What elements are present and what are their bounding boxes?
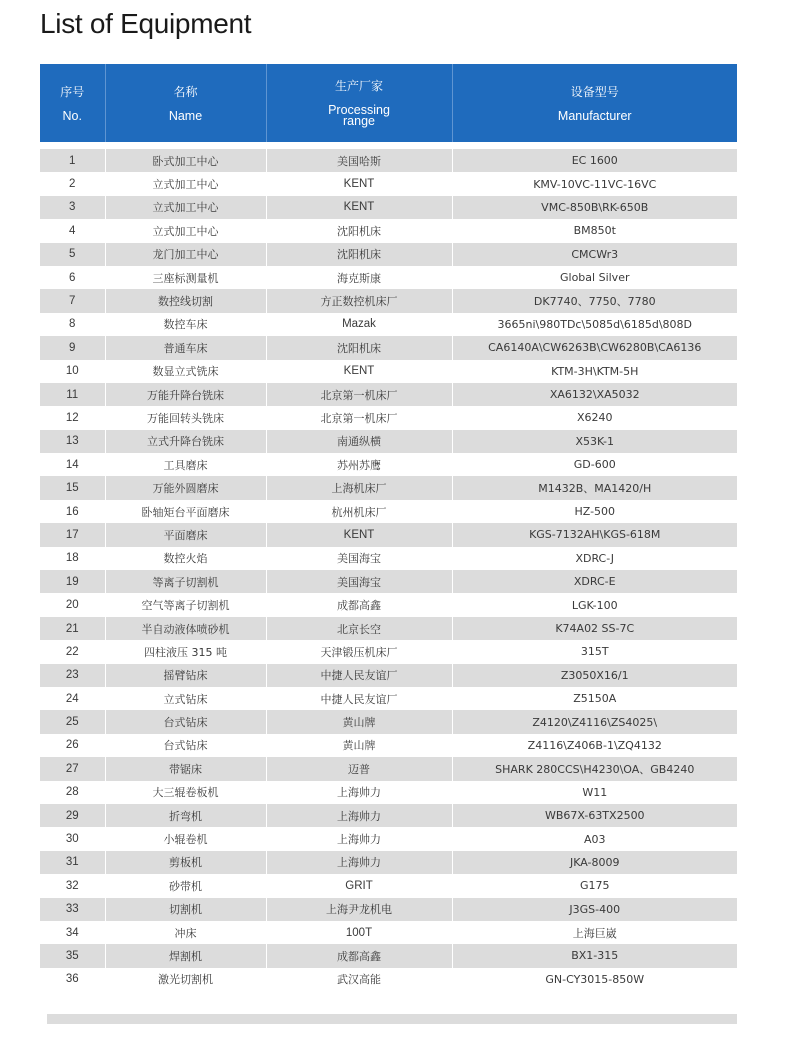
model-cell: SHARK 280CCS\H4230\OA、GB4240	[452, 757, 737, 780]
name-cell: 卧式加工中心	[105, 149, 266, 172]
table-row	[40, 406, 737, 429]
header-row	[40, 64, 737, 142]
no-cell: 4	[40, 219, 105, 242]
no-cell: 14	[40, 453, 105, 476]
page-title: List of Equipment	[40, 8, 252, 39]
model-cell: 上海巨崴	[452, 921, 737, 944]
no-cell: 20	[40, 593, 105, 616]
no-cell: 18	[40, 547, 105, 570]
name-cell: 万能升降台铣床	[105, 383, 266, 406]
maker-cell: Mazak	[266, 313, 452, 336]
header-name	[105, 64, 266, 142]
maker-cell: 美国海宝	[266, 547, 452, 570]
name-cell: 台式钻床	[105, 710, 266, 733]
no-cell: 17	[40, 523, 105, 546]
no-cell: 8	[40, 313, 105, 336]
maker-cell: 黄山牌	[266, 734, 452, 757]
name-cell: 立式加工中心	[105, 196, 266, 219]
no-cell: 11	[40, 383, 105, 406]
table-row	[40, 453, 737, 476]
table-row	[40, 898, 737, 921]
name-cell: 半自动液体喷砂机	[105, 617, 266, 640]
table-header	[40, 64, 737, 142]
table-row	[40, 944, 737, 967]
maker-cell: 迈普	[266, 757, 452, 780]
model-cell: X6240	[452, 406, 737, 429]
model-cell: HZ-500	[452, 500, 737, 523]
maker-cell: 上海帅力	[266, 781, 452, 804]
no-cell: 33	[40, 898, 105, 921]
equipment-table-container	[40, 64, 737, 991]
model-cell: Z3050X16/1	[452, 664, 737, 687]
name-cell: 立式钻床	[105, 687, 266, 710]
model-cell: GN-CY3015-850W	[452, 968, 737, 991]
model-cell: KMV-10VC-11VC-16VC	[452, 172, 737, 195]
table-row	[40, 640, 737, 663]
no-cell: 21	[40, 617, 105, 640]
model-cell: G175	[452, 874, 737, 897]
name-cell: 数控车床	[105, 313, 266, 336]
no-cell: 27	[40, 757, 105, 780]
table-row	[40, 757, 737, 780]
model-cell: XA6132\XA5032	[452, 383, 737, 406]
header-maker-en: Processing range	[328, 103, 390, 128]
table-row	[40, 266, 737, 289]
model-cell: M1432B、MA1420/H	[452, 476, 737, 499]
name-cell: 数控火焰	[105, 547, 266, 570]
model-cell: XDRC-E	[452, 570, 737, 593]
maker-cell: GRIT	[266, 874, 452, 897]
maker-cell: 沈阳机床	[266, 243, 452, 266]
spacer-cell	[40, 142, 737, 149]
table-row	[40, 593, 737, 616]
no-cell: 1	[40, 149, 105, 172]
no-cell: 3	[40, 196, 105, 219]
name-cell: 焊割机	[105, 944, 266, 967]
maker-cell: 北京第一机床厂	[266, 383, 452, 406]
no-cell: 34	[40, 921, 105, 944]
header-model-en: Manufacturer	[557, 108, 632, 123]
header-spacer	[40, 142, 737, 149]
name-cell: 切割机	[105, 898, 266, 921]
maker-cell: 上海尹龙机电	[266, 898, 452, 921]
model-cell: Global Silver	[452, 266, 737, 289]
header-name-zh: 名称	[173, 84, 198, 99]
name-cell: 万能外圆磨床	[105, 476, 266, 499]
name-cell: 立式加工中心	[105, 219, 266, 242]
maker-cell: 天津锻压机床厂	[266, 640, 452, 663]
model-cell: LGK-100	[452, 593, 737, 616]
model-cell: XDRC-J	[452, 547, 737, 570]
maker-cell: 北京长空	[266, 617, 452, 640]
maker-cell: 美国哈斯	[266, 149, 452, 172]
no-cell: 30	[40, 827, 105, 850]
table-row	[40, 687, 737, 710]
name-cell: 数控线切割	[105, 289, 266, 312]
maker-cell: 成都高鑫	[266, 593, 452, 616]
name-cell: 带锯床	[105, 757, 266, 780]
header-no-zh: 序号	[60, 84, 85, 99]
name-cell: 普通车床	[105, 336, 266, 359]
maker-cell: 海克斯康	[266, 266, 452, 289]
name-cell: 卧轴矩台平面磨床	[105, 500, 266, 523]
name-cell: 四柱液压 315 吨	[105, 640, 266, 663]
name-cell: 大三辊卷板机	[105, 781, 266, 804]
table-row	[40, 851, 737, 874]
name-cell: 剪板机	[105, 851, 266, 874]
table-row	[40, 523, 737, 546]
model-cell: BM850t	[452, 219, 737, 242]
no-cell: 19	[40, 570, 105, 593]
model-cell: EC 1600	[452, 149, 737, 172]
table-row	[40, 313, 737, 336]
table-row	[40, 383, 737, 406]
maker-cell: 武汉高能	[266, 968, 452, 991]
maker-cell: 杭州机床厂	[266, 500, 452, 523]
model-cell: KGS-7132AH\KGS-618M	[452, 523, 737, 546]
no-cell: 24	[40, 687, 105, 710]
name-cell: 立式升降台铣床	[105, 430, 266, 453]
maker-cell: 苏州苏鹰	[266, 453, 452, 476]
model-cell: WB67X-63TX2500	[452, 804, 737, 827]
model-cell: K74A02 SS-7C	[452, 617, 737, 640]
table-row	[40, 570, 737, 593]
equipment-table	[40, 64, 737, 991]
maker-cell: 上海帅力	[266, 804, 452, 827]
footer-bar	[47, 1014, 737, 1024]
table-row	[40, 196, 737, 219]
model-cell: JKA-8009	[452, 851, 737, 874]
table-row	[40, 476, 737, 499]
model-cell: 315T	[452, 640, 737, 663]
no-cell: 26	[40, 734, 105, 757]
maker-cell: KENT	[266, 172, 452, 195]
table-row	[40, 149, 737, 172]
header-maker	[266, 64, 452, 142]
maker-cell: 成都高鑫	[266, 944, 452, 967]
no-cell: 13	[40, 430, 105, 453]
name-cell: 冲床	[105, 921, 266, 944]
no-cell: 35	[40, 944, 105, 967]
no-cell: 5	[40, 243, 105, 266]
model-cell: DK7740、7750、7780	[452, 289, 737, 312]
model-cell: Z5150A	[452, 687, 737, 710]
model-cell: A03	[452, 827, 737, 850]
table-row	[40, 664, 737, 687]
maker-cell: 中捷人民友谊厂	[266, 687, 452, 710]
name-cell: 平面磨床	[105, 523, 266, 546]
maker-cell: 上海帅力	[266, 851, 452, 874]
name-cell: 三座标测量机	[105, 266, 266, 289]
table-body	[40, 142, 737, 991]
header-no-en: No.	[62, 108, 82, 123]
table-row	[40, 921, 737, 944]
no-cell: 16	[40, 500, 105, 523]
model-cell: Z4116\Z406B-1\ZQ4132	[452, 734, 737, 757]
model-cell: GD-600	[452, 453, 737, 476]
no-cell: 28	[40, 781, 105, 804]
name-cell: 台式钻床	[105, 734, 266, 757]
no-cell: 7	[40, 289, 105, 312]
table-row	[40, 360, 737, 383]
maker-cell: 南通纵横	[266, 430, 452, 453]
model-cell: 3665ni\980TDc\5085d\6185d\808D	[452, 313, 737, 336]
no-cell: 15	[40, 476, 105, 499]
model-cell: W11	[452, 781, 737, 804]
model-cell: CMCWr3	[452, 243, 737, 266]
name-cell: 摇臂钻床	[105, 664, 266, 687]
name-cell: 小辊卷机	[105, 827, 266, 850]
model-cell: VMC-850B\RK-650B	[452, 196, 737, 219]
table-row	[40, 289, 737, 312]
maker-cell: 北京第一机床厂	[266, 406, 452, 429]
model-cell: X53K-1	[452, 430, 737, 453]
no-cell: 6	[40, 266, 105, 289]
header-model-zh: 设备型号	[570, 84, 619, 99]
table-row	[40, 172, 737, 195]
table-row	[40, 781, 737, 804]
no-cell: 2	[40, 172, 105, 195]
name-cell: 立式加工中心	[105, 172, 266, 195]
model-cell: J3GS-400	[452, 898, 737, 921]
table-row	[40, 430, 737, 453]
no-cell: 23	[40, 664, 105, 687]
model-cell: BX1-315	[452, 944, 737, 967]
name-cell: 万能回转头铣床	[105, 406, 266, 429]
no-cell: 25	[40, 710, 105, 733]
no-cell: 12	[40, 406, 105, 429]
maker-cell: KENT	[266, 360, 452, 383]
maker-cell: 沈阳机床	[266, 336, 452, 359]
table-row	[40, 710, 737, 733]
table-row	[40, 874, 737, 897]
maker-cell: 黄山牌	[266, 710, 452, 733]
table-row	[40, 968, 737, 991]
name-cell: 折弯机	[105, 804, 266, 827]
table-row	[40, 617, 737, 640]
header-maker-zh: 生产厂家	[334, 79, 383, 93]
maker-cell: 上海机床厂	[266, 476, 452, 499]
table-row	[40, 827, 737, 850]
name-cell: 龙门加工中心	[105, 243, 266, 266]
model-cell: KTM-3H\KTM-5H	[452, 360, 737, 383]
table-row	[40, 336, 737, 359]
maker-cell: 100T	[266, 921, 452, 944]
table-row	[40, 804, 737, 827]
header-no	[40, 64, 105, 142]
table-row	[40, 547, 737, 570]
no-cell: 29	[40, 804, 105, 827]
table-row	[40, 243, 737, 266]
name-cell: 空气等离子切割机	[105, 593, 266, 616]
model-cell: Z4120\Z4116\ZS4025\	[452, 710, 737, 733]
header-model	[452, 64, 737, 142]
table-row	[40, 500, 737, 523]
no-cell: 22	[40, 640, 105, 663]
table-row	[40, 734, 737, 757]
maker-cell: 上海帅力	[266, 827, 452, 850]
no-cell: 9	[40, 336, 105, 359]
name-cell: 数显立式铣床	[105, 360, 266, 383]
no-cell: 31	[40, 851, 105, 874]
maker-cell: KENT	[266, 196, 452, 219]
no-cell: 32	[40, 874, 105, 897]
maker-cell: 沈阳机床	[266, 219, 452, 242]
maker-cell: KENT	[266, 523, 452, 546]
maker-cell: 美国海宝	[266, 570, 452, 593]
no-cell: 10	[40, 360, 105, 383]
name-cell: 等离子切割机	[105, 570, 266, 593]
maker-cell: 中捷人民友谊厂	[266, 664, 452, 687]
name-cell: 激光切割机	[105, 968, 266, 991]
table-row	[40, 219, 737, 242]
name-cell: 工具磨床	[105, 453, 266, 476]
header-name-en: Name	[168, 108, 203, 123]
no-cell: 36	[40, 968, 105, 991]
name-cell: 砂带机	[105, 874, 266, 897]
model-cell: CA6140A\CW6263B\CW6280B\CA6136	[452, 336, 737, 359]
maker-cell: 方正数控机床厂	[266, 289, 452, 312]
